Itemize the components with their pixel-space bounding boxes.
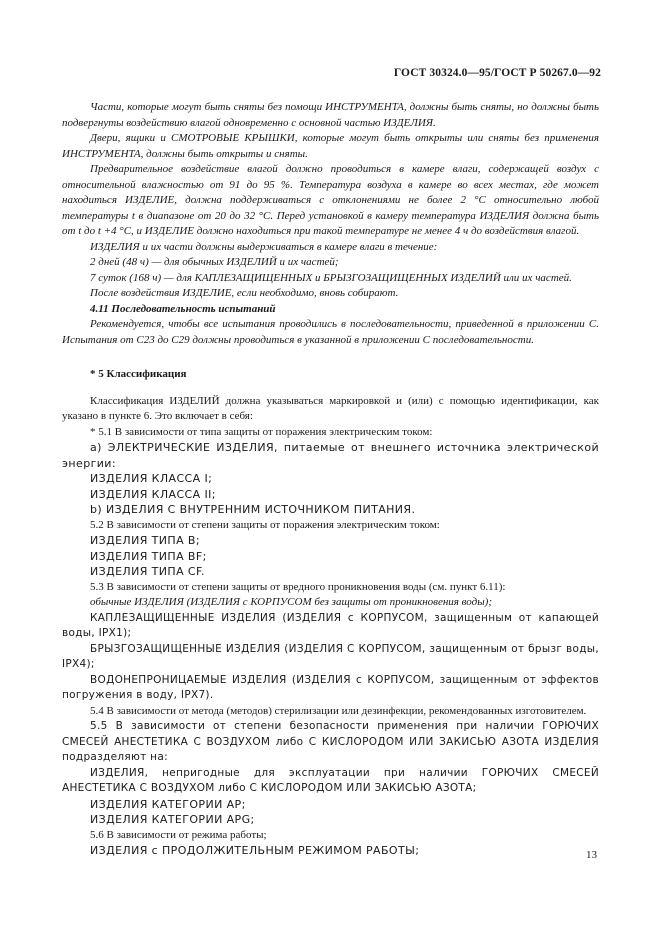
item-watertight: ВОДОНЕПРОНИЦАЕМЫЕ ИЗДЕЛИЯ (ИЗДЕЛИЯ с КОРПУСОМ, защищенным от эффектов погружения в воду, IPX7). — [62, 673, 599, 701]
item-drip-proof: КАПЛЕЗАЩИЩЕННЫЕ ИЗДЕЛИЯ (ИЗДЕЛИЯ с КОРПУСОМ, защищенным от капающей воды, IPX1); — [62, 611, 599, 639]
heading-4-11: 4.11 Последовательность испытаний — [90, 302, 276, 315]
item-splash-proof: БРЫЗГОЗАЩИЩЕННЫЕ ИЗДЕЛИЯ (ИЗДЕЛИЯ С КОРПУСОМ, защищенным от брызг воды, IPX4); — [62, 642, 599, 670]
spacer — [62, 348, 599, 367]
paragraph-reassembly: После воздействия ИЗДЕЛИЕ, если необходимо, вновь собирают. — [90, 287, 399, 299]
paragraph-doors: Двери, ящики и СМОТРОВЫЕ КРЫШКИ, которые могут быть открыты или сняты без применения ИНСТРУМЕНТА, должны быть открыты и сняты. — [62, 132, 599, 160]
page-body — [62, 100, 599, 859]
clause-5-6: 5.6 В зависимости от режима работы; — [90, 828, 267, 841]
clause-5-1-a: а) ЭЛЕКТРИЧЕСКИЕ ИЗДЕЛИЯ, питаемые от внешнего источника электрической энергии: — [62, 441, 599, 470]
item-type-cf: ИЗДЕЛИЯ ТИПА CF. — [90, 565, 205, 578]
item-type-b: ИЗДЕЛИЯ ТИПА В; — [90, 534, 200, 547]
spacer — [62, 383, 599, 394]
clause-5-1: * 5.1 В зависимости от типа защиты от поражения электрическим током: — [90, 425, 433, 438]
item-ordinary: обычные ИЗДЕЛИЯ (ИЗДЕЛИЯ с КОРПУСОМ без защиты от проникновения воды); — [90, 596, 492, 608]
item-type-bf: ИЗДЕЛИЯ ТИПА BF; — [90, 549, 207, 563]
paragraph-removable-parts: Части, которые могут быть сняты без помощи ИНСТРУМЕНТА, должны быть сняты, но должны быть подвергнуты воздействию влагой одновременно с основной частью ИЗДЕЛИЯ. — [62, 101, 599, 129]
item-continuous-operation: ИЗДЕЛИЯ с ПРОДОЛЖИТЕЛЬНЫМ РЕЖИМОМ РАБОТЫ; — [90, 844, 420, 857]
page-header: ГОСТ 30324.0—95/ГОСТ Р 50267.0—92 — [393, 67, 601, 79]
paragraph-classification-intro: Классификация ИЗДЕЛИЙ должна указываться маркировкой и (или) с помощью идентификации, как указано в пункте 6. Это включает в себя: — [62, 394, 599, 422]
clause-5-1-b: b) ИЗДЕЛИЯ С ВНУТРЕННИМ ИСТОЧНИКОМ ПИТАНИЯ. — [90, 503, 416, 516]
clause-5-4: 5.4 В зависимости от метода (методов) стерилизации или дезинфекции, рекомендованных изготовителем. — [90, 704, 587, 717]
paragraph-humidity-chamber: Предварительное воздействие влагой должно проводиться в камере влаги, содержащей воздух с относительной влажностью от 91 до 95 %. Температура воздуха в камере во всех местах, где может находиться ИЗДЕЛИЕ, должна поддерживаться с отклонениями не более 2 °С относительно любой температуры t в диапазоне от 20 до 32 °С. Перед установкой в камеру температура ИЗДЕЛИЯ должна быть от t до t +4 °С, и ИЗДЕЛИЕ должно находиться при такой температуре не менее 4 ч до воздействия влагой. — [62, 163, 599, 237]
item-class-2: ИЗДЕЛИЯ КЛАССА II; — [90, 487, 216, 501]
paragraph-test-sequence: Рекомендуется, чтобы все испытания проводились в последовательности, приведенной в приложении С. Испытания от С23 до С29 должны проводиться в указанной в приложении С последовательности. — [62, 318, 599, 346]
clause-5-5: 5.5 В зависимости от степени безопасности применения при наличии ГОРЮЧИХ СМЕСЕЙ АНЕСТЕТИКА С ВОЗДУХОМ либо С КИСЛОРОДОМ ИЛИ ЗАКИСЬЮ АЗОТА ИЗДЕЛИЯ подразделяют на: — [62, 720, 599, 763]
paragraph-exposure-duration: ИЗДЕЛИЯ и их части должны выдерживаться в камере влаги в течение: — [90, 240, 438, 253]
item-unsuitable: ИЗДЕЛИЯ, непригодные для эксплуатации при наличии ГОРЮЧИХ СМЕСЕЙ АНЕСТЕТИКА С ВОЗДУХОМ либо С КИСЛОРОДОМ ИЛИ ЗАКИСЬЮ АЗОТА; — [62, 766, 599, 794]
item-class-1: ИЗДЕЛИЯ КЛАССА I; — [90, 472, 213, 485]
clause-5-2: 5.2 В зависимости от степени защиты от поражения электрическим током: — [90, 518, 440, 531]
section-5-heading: * 5 Классификация — [90, 368, 187, 380]
clause-5-3: 5.3 В зависимости от степени защиты от вредного проникновения воды (см. пункт 6.11): — [90, 580, 506, 593]
item-category-apg: ИЗДЕЛИЯ КАТЕГОРИИ APG; — [90, 813, 255, 826]
paragraph-2-days: 2 дней (48 ч) — для обычных ИЗДЕЛИЙ и их частей; — [90, 256, 339, 268]
paragraph-7-days: 7 суток (168 ч) — для КАПЛЕЗАЩИЩЕННЫХ и БРЫЗГОЗАЩИЩЕННЫХ ИЗДЕЛИЙ или их частей. — [90, 271, 572, 284]
page-number: 13 — [586, 849, 597, 861]
item-category-ap: ИЗДЕЛИЯ КАТЕГОРИИ АР; — [90, 797, 246, 811]
